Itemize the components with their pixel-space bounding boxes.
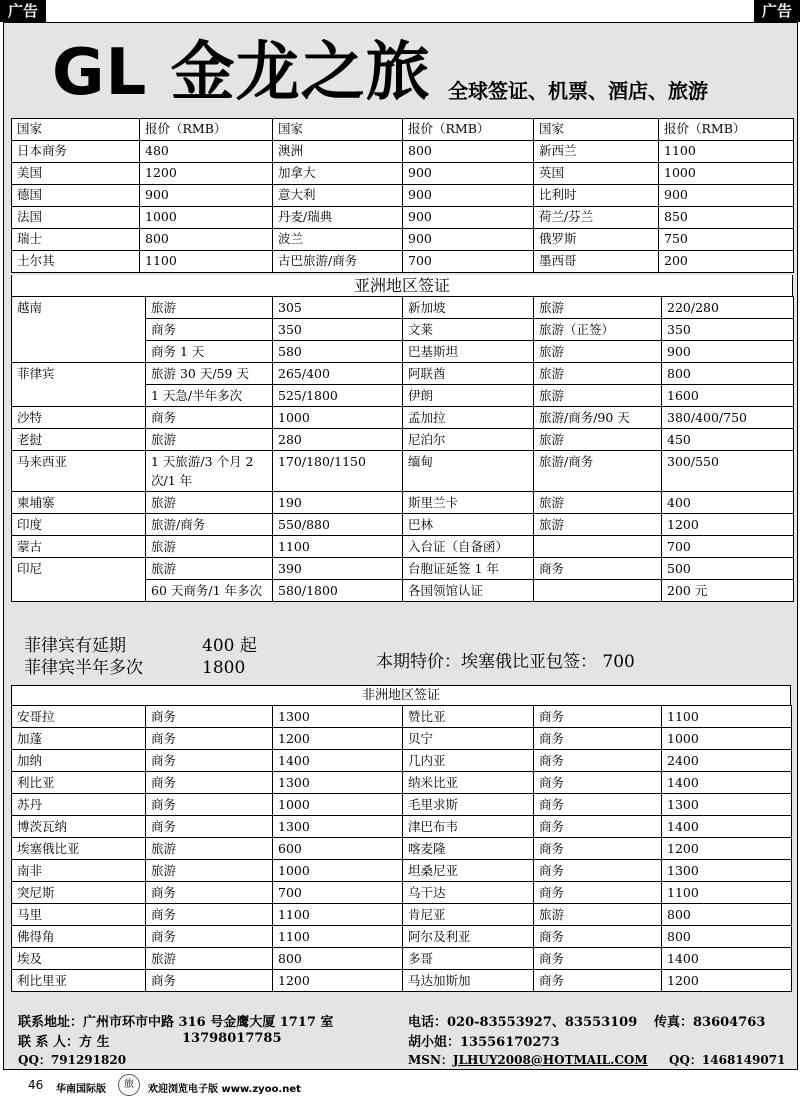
table-row	[12, 163, 794, 185]
table-cell: 美国	[12, 163, 140, 185]
table-cell: 波兰	[273, 229, 403, 251]
table-cell: 旅游	[534, 363, 662, 385]
qq-2: QQ：1468149071	[669, 1053, 786, 1067]
table-row	[12, 948, 792, 970]
table-cell: 1100	[659, 141, 794, 163]
contact-block	[4, 1005, 797, 1069]
table-cell: 伊朗	[403, 385, 534, 407]
table-cell: 1300	[273, 706, 403, 728]
table-cell: 商务	[146, 706, 273, 728]
table-cell: 古巴旅游/商务	[273, 251, 403, 273]
table-cell: 550/880	[273, 514, 403, 536]
table-cell: 几内亚	[403, 750, 534, 772]
table-cell: 800	[403, 141, 534, 163]
table-cell	[534, 580, 662, 602]
table-cell: 商务	[534, 706, 662, 728]
table-row	[12, 363, 794, 385]
table-cell: 加拿大	[273, 163, 403, 185]
table-cell: 1200	[662, 970, 792, 992]
table-cell: 商务	[146, 772, 273, 794]
country-cell: 蒙古	[12, 536, 146, 558]
table-cell: 巴林	[403, 514, 534, 536]
country-cell: 马来西亚	[12, 451, 146, 492]
table-cell: 350	[273, 319, 403, 341]
table-cell: 190	[273, 492, 403, 514]
table-row	[12, 860, 792, 882]
table-cell: 商务	[146, 750, 273, 772]
table-cell: 马里	[12, 904, 146, 926]
table-cell: 各国领馆认证	[403, 580, 534, 602]
table-cell: 旅游	[534, 904, 662, 926]
table-cell: 赞比亚	[403, 706, 534, 728]
table-cell: 1000	[662, 728, 792, 750]
table-cell: 商务	[146, 882, 273, 904]
table-cell: 1200	[140, 163, 273, 185]
table-cell: 南非	[12, 860, 146, 882]
table-cell: 220/280	[662, 297, 794, 319]
table-cell: 1100	[273, 904, 403, 926]
main-price-table	[11, 118, 794, 273]
table-cell: 900	[662, 341, 794, 363]
table-row	[12, 514, 794, 536]
table-cell: 商务	[534, 970, 662, 992]
table-cell: 600	[273, 838, 403, 860]
website-slogan: 欢迎浏览电子版 www.zyoo.net	[148, 1084, 301, 1095]
table-cell: 阿尔及利亚	[403, 926, 534, 948]
table-row	[12, 558, 794, 580]
table-row	[12, 407, 794, 429]
table-cell: 500	[662, 558, 794, 580]
country-cell: 沙特	[12, 407, 146, 429]
table-cell: 1000	[659, 163, 794, 185]
table-cell: 德国	[12, 185, 140, 207]
table-row	[12, 926, 792, 948]
table-cell: 旅游	[534, 492, 662, 514]
page-number: 46	[28, 1078, 44, 1092]
table-header-row	[12, 119, 794, 141]
table-cell: 突尼斯	[12, 882, 146, 904]
ad-tag-left: 广告	[0, 0, 46, 22]
table-cell: 博茨瓦纳	[12, 816, 146, 838]
table-cell: 1400	[662, 948, 792, 970]
africa-visa-table	[11, 705, 792, 992]
table-cell: 1000	[273, 860, 403, 882]
promo-label: 菲律宾半年多次	[24, 658, 143, 678]
qq-1: QQ：791291820	[18, 1053, 127, 1067]
table-cell: 1600	[662, 385, 794, 407]
table-cell: 缅甸	[403, 451, 534, 492]
header-cell: 报价（RMB）	[403, 119, 534, 141]
table-row	[12, 970, 792, 992]
table-cell: 多哥	[403, 948, 534, 970]
table-cell: 商务	[534, 838, 662, 860]
table-cell: 孟加拉	[403, 407, 534, 429]
promo-value: 1800	[202, 658, 246, 678]
table-cell: 喀麦隆	[403, 838, 534, 860]
table-cell: 900	[140, 185, 273, 207]
title-row	[4, 23, 797, 119]
publication-name: 华南国际版	[56, 1084, 106, 1095]
table-cell: 旅游/商务	[146, 514, 273, 536]
table-cell: 商务	[146, 319, 273, 341]
table-cell: 1100	[273, 926, 403, 948]
table-cell: 加纳	[12, 750, 146, 772]
table-cell: 580	[273, 341, 403, 363]
table-cell: 坦桑尼亚	[403, 860, 534, 882]
table-cell: 800	[662, 926, 792, 948]
table-cell: 1200	[662, 514, 794, 536]
table-cell: 400	[662, 492, 794, 514]
table-cell: 旅游	[534, 514, 662, 536]
table-cell: 900	[403, 185, 534, 207]
table-cell: 旅游（正签）	[534, 319, 662, 341]
table-cell: 1200	[662, 838, 792, 860]
table-row	[12, 750, 792, 772]
table-cell: 旅游	[146, 838, 273, 860]
table-row	[12, 904, 792, 926]
phone: 电话：020-83553927、83553109	[408, 1015, 638, 1030]
table-cell: 900	[403, 163, 534, 185]
table-cell: 俄罗斯	[534, 229, 659, 251]
msn-link[interactable]: JLHUY2008@HOTMAIL.COM	[452, 1053, 648, 1067]
country-cell: 越南	[12, 297, 146, 363]
header-cell: 国家	[534, 119, 659, 141]
table-cell: 525/1800	[273, 385, 403, 407]
table-cell: 200	[659, 251, 794, 273]
table-cell: 750	[659, 229, 794, 251]
philippines-promo	[24, 635, 257, 679]
table-cell: 1100	[662, 882, 792, 904]
msn	[408, 1051, 648, 1068]
table-cell: 1400	[273, 750, 403, 772]
table-cell: 阿联酋	[403, 363, 534, 385]
table-row	[12, 429, 794, 451]
table-cell: 苏丹	[12, 794, 146, 816]
table-row	[12, 816, 792, 838]
table-cell: 1400	[662, 816, 792, 838]
table-cell: 瑞士	[12, 229, 140, 251]
table-cell: 商务	[146, 926, 273, 948]
header-cell: 报价（RMB）	[140, 119, 273, 141]
table-cell: 700	[403, 251, 534, 273]
table-cell: 商务	[534, 558, 662, 580]
table-cell: 800	[140, 229, 273, 251]
table-row	[12, 492, 794, 514]
table-cell: 新加坡	[403, 297, 534, 319]
table-row	[12, 207, 794, 229]
africa-section-title: 非洲地区签证	[11, 685, 791, 705]
table-cell: 荷兰/芬兰	[534, 207, 659, 229]
table-cell: 旅游/商务	[534, 451, 662, 492]
table-cell: 旅游	[146, 558, 273, 580]
table-row	[12, 794, 792, 816]
table-cell: 1300	[273, 816, 403, 838]
table-row	[12, 297, 794, 319]
table-cell: 450	[662, 429, 794, 451]
table-cell: 900	[659, 185, 794, 207]
table-cell: 斯里兰卡	[403, 492, 534, 514]
table-cell: 280	[273, 429, 403, 451]
address: 联系地址：广州市环市中路 316 号金鹰大厦 1717 室	[18, 1015, 334, 1030]
table-cell: 入台证（自备函）	[403, 536, 534, 558]
table-cell: 商务	[534, 772, 662, 794]
table-cell: 商务	[534, 860, 662, 882]
table-cell: 800	[273, 948, 403, 970]
table-cell: 日本商务	[12, 141, 140, 163]
table-cell: 佛得角	[12, 926, 146, 948]
table-cell: 加蓬	[12, 728, 146, 750]
table-cell: 土尔其	[12, 251, 140, 273]
table-cell: 比利时	[534, 185, 659, 207]
mobile: 13798017785	[182, 1031, 282, 1046]
table-cell: 1000	[273, 407, 403, 429]
table-cell: 商务	[534, 926, 662, 948]
table-row	[12, 451, 794, 492]
table-cell: 肯尼亚	[403, 904, 534, 926]
table-cell: 商务	[146, 728, 273, 750]
promo-value: 400 起	[202, 636, 257, 656]
table-cell: 580/1800	[273, 580, 403, 602]
table-cell: 澳洲	[273, 141, 403, 163]
table-cell: 1100	[662, 706, 792, 728]
table-cell: 900	[403, 207, 534, 229]
table-cell	[534, 536, 662, 558]
country-cell: 老挝	[12, 429, 146, 451]
table-cell: 利比里亚	[12, 970, 146, 992]
table-cell: 170/180/1150	[273, 451, 403, 492]
table-cell: 60 天商务/1 年多次	[146, 580, 273, 602]
table-cell: 台胞证延签 1 年	[403, 558, 534, 580]
table-cell: 旅游	[146, 297, 273, 319]
contact-person: 联 系 人：方 生	[18, 1035, 110, 1050]
header-cell: 国家	[273, 119, 403, 141]
table-cell: 商务	[534, 948, 662, 970]
table-cell: 305	[273, 297, 403, 319]
table-cell: 意大利	[273, 185, 403, 207]
table-cell: 商务	[534, 750, 662, 772]
table-row	[12, 141, 794, 163]
tagline: 全球签证、机票、酒店、旅游	[448, 79, 708, 103]
table-cell: 埃及	[12, 948, 146, 970]
table-cell: 尼泊尔	[403, 429, 534, 451]
table-cell: 商务	[146, 794, 273, 816]
country-cell: 印尼	[12, 558, 146, 602]
table-cell: 350	[662, 319, 794, 341]
table-cell: 新西兰	[534, 141, 659, 163]
ad-tag-right: 广告	[754, 0, 800, 22]
table-cell: 巴基斯坦	[403, 341, 534, 363]
table-cell: 利比亚	[12, 772, 146, 794]
table-cell: 马达加斯加	[403, 970, 534, 992]
table-cell: 2400	[662, 750, 792, 772]
contact-person-2: 胡小姐：13556170273	[408, 1035, 560, 1050]
table-cell: 1200	[273, 728, 403, 750]
table-cell: 商务	[534, 728, 662, 750]
table-cell: 旅游	[534, 297, 662, 319]
table-cell: 1100	[140, 251, 273, 273]
table-row	[12, 838, 792, 860]
table-cell: 纳米比亚	[403, 772, 534, 794]
table-cell: 旅游/商务/90 天	[534, 407, 662, 429]
table-cell: 1200	[273, 970, 403, 992]
fax: 传真：83604763	[654, 1015, 766, 1030]
table-cell: 安哥拉	[12, 706, 146, 728]
table-row	[12, 772, 792, 794]
country-cell: 柬埔寨	[12, 492, 146, 514]
table-cell: 文莱	[403, 319, 534, 341]
publication-logo-icon: 旅	[118, 1074, 140, 1096]
asia-section-title: 亚洲地区签证	[11, 275, 793, 296]
country-cell: 菲律宾	[12, 363, 146, 407]
advertisement-frame	[3, 22, 798, 1070]
table-cell: 乌干达	[403, 882, 534, 904]
table-cell: 法国	[12, 207, 140, 229]
asia-visa-table	[11, 296, 794, 602]
table-row	[12, 251, 794, 273]
table-cell: 旅游	[146, 492, 273, 514]
table-row	[12, 728, 792, 750]
page-footer	[0, 1070, 800, 1100]
table-cell: 200 元	[662, 580, 794, 602]
table-cell: 1 天急/半年多次	[146, 385, 273, 407]
table-cell: 商务	[534, 794, 662, 816]
table-cell: 贝宁	[403, 728, 534, 750]
table-cell: 旅游	[146, 429, 273, 451]
table-cell: 800	[662, 363, 794, 385]
msn-label: MSN：	[408, 1053, 453, 1067]
promo-label: 菲律宾有延期	[24, 636, 126, 656]
header-cell: 国家	[12, 119, 140, 141]
table-cell: 1300	[662, 794, 792, 816]
table-cell: 商务	[146, 816, 273, 838]
table-cell: 1300	[662, 860, 792, 882]
table-cell: 850	[659, 207, 794, 229]
brand-logo-text: GL 金龙之旅	[52, 36, 431, 110]
table-cell: 旅游	[534, 385, 662, 407]
table-cell: 英国	[534, 163, 659, 185]
country-cell: 印度	[12, 514, 146, 536]
table-cell: 700	[273, 882, 403, 904]
table-cell: 商务	[146, 407, 273, 429]
table-cell: 商务	[146, 970, 273, 992]
table-cell: 商务	[534, 882, 662, 904]
table-cell: 旅游	[146, 536, 273, 558]
table-cell: 埃塞俄比亚	[12, 838, 146, 860]
table-cell: 700	[662, 536, 794, 558]
header-cell: 报价（RMB）	[659, 119, 794, 141]
table-cell: 1 天旅游/3 个月 2 次/1 年	[146, 451, 273, 492]
special-offer: 本期特价：埃塞俄比亚包签： 700	[376, 652, 635, 672]
table-cell: 毛里求斯	[403, 794, 534, 816]
table-cell: 旅游 30 天/59 天	[146, 363, 273, 385]
table-cell: 1300	[273, 772, 403, 794]
table-cell: 480	[140, 141, 273, 163]
table-cell: 旅游	[534, 341, 662, 363]
table-row	[12, 882, 792, 904]
table-cell: 墨西哥	[534, 251, 659, 273]
table-row	[12, 229, 794, 251]
table-cell: 旅游	[146, 860, 273, 882]
table-cell: 1000	[273, 794, 403, 816]
table-cell: 商务	[146, 904, 273, 926]
table-cell: 丹麦/瑞典	[273, 207, 403, 229]
table-cell: 旅游	[534, 429, 662, 451]
table-row	[12, 536, 794, 558]
table-row	[12, 706, 792, 728]
table-cell: 1400	[662, 772, 792, 794]
table-cell: 380/400/750	[662, 407, 794, 429]
table-cell: 1100	[273, 536, 403, 558]
table-row	[12, 185, 794, 207]
table-cell: 900	[403, 229, 534, 251]
table-cell: 商务 1 天	[146, 341, 273, 363]
table-cell: 旅游	[146, 948, 273, 970]
table-cell: 300/550	[662, 451, 794, 492]
table-cell: 商务	[534, 816, 662, 838]
table-cell: 800	[662, 904, 792, 926]
table-cell: 390	[273, 558, 403, 580]
table-cell: 1000	[140, 207, 273, 229]
table-cell: 265/400	[273, 363, 403, 385]
table-cell: 津巴布韦	[403, 816, 534, 838]
